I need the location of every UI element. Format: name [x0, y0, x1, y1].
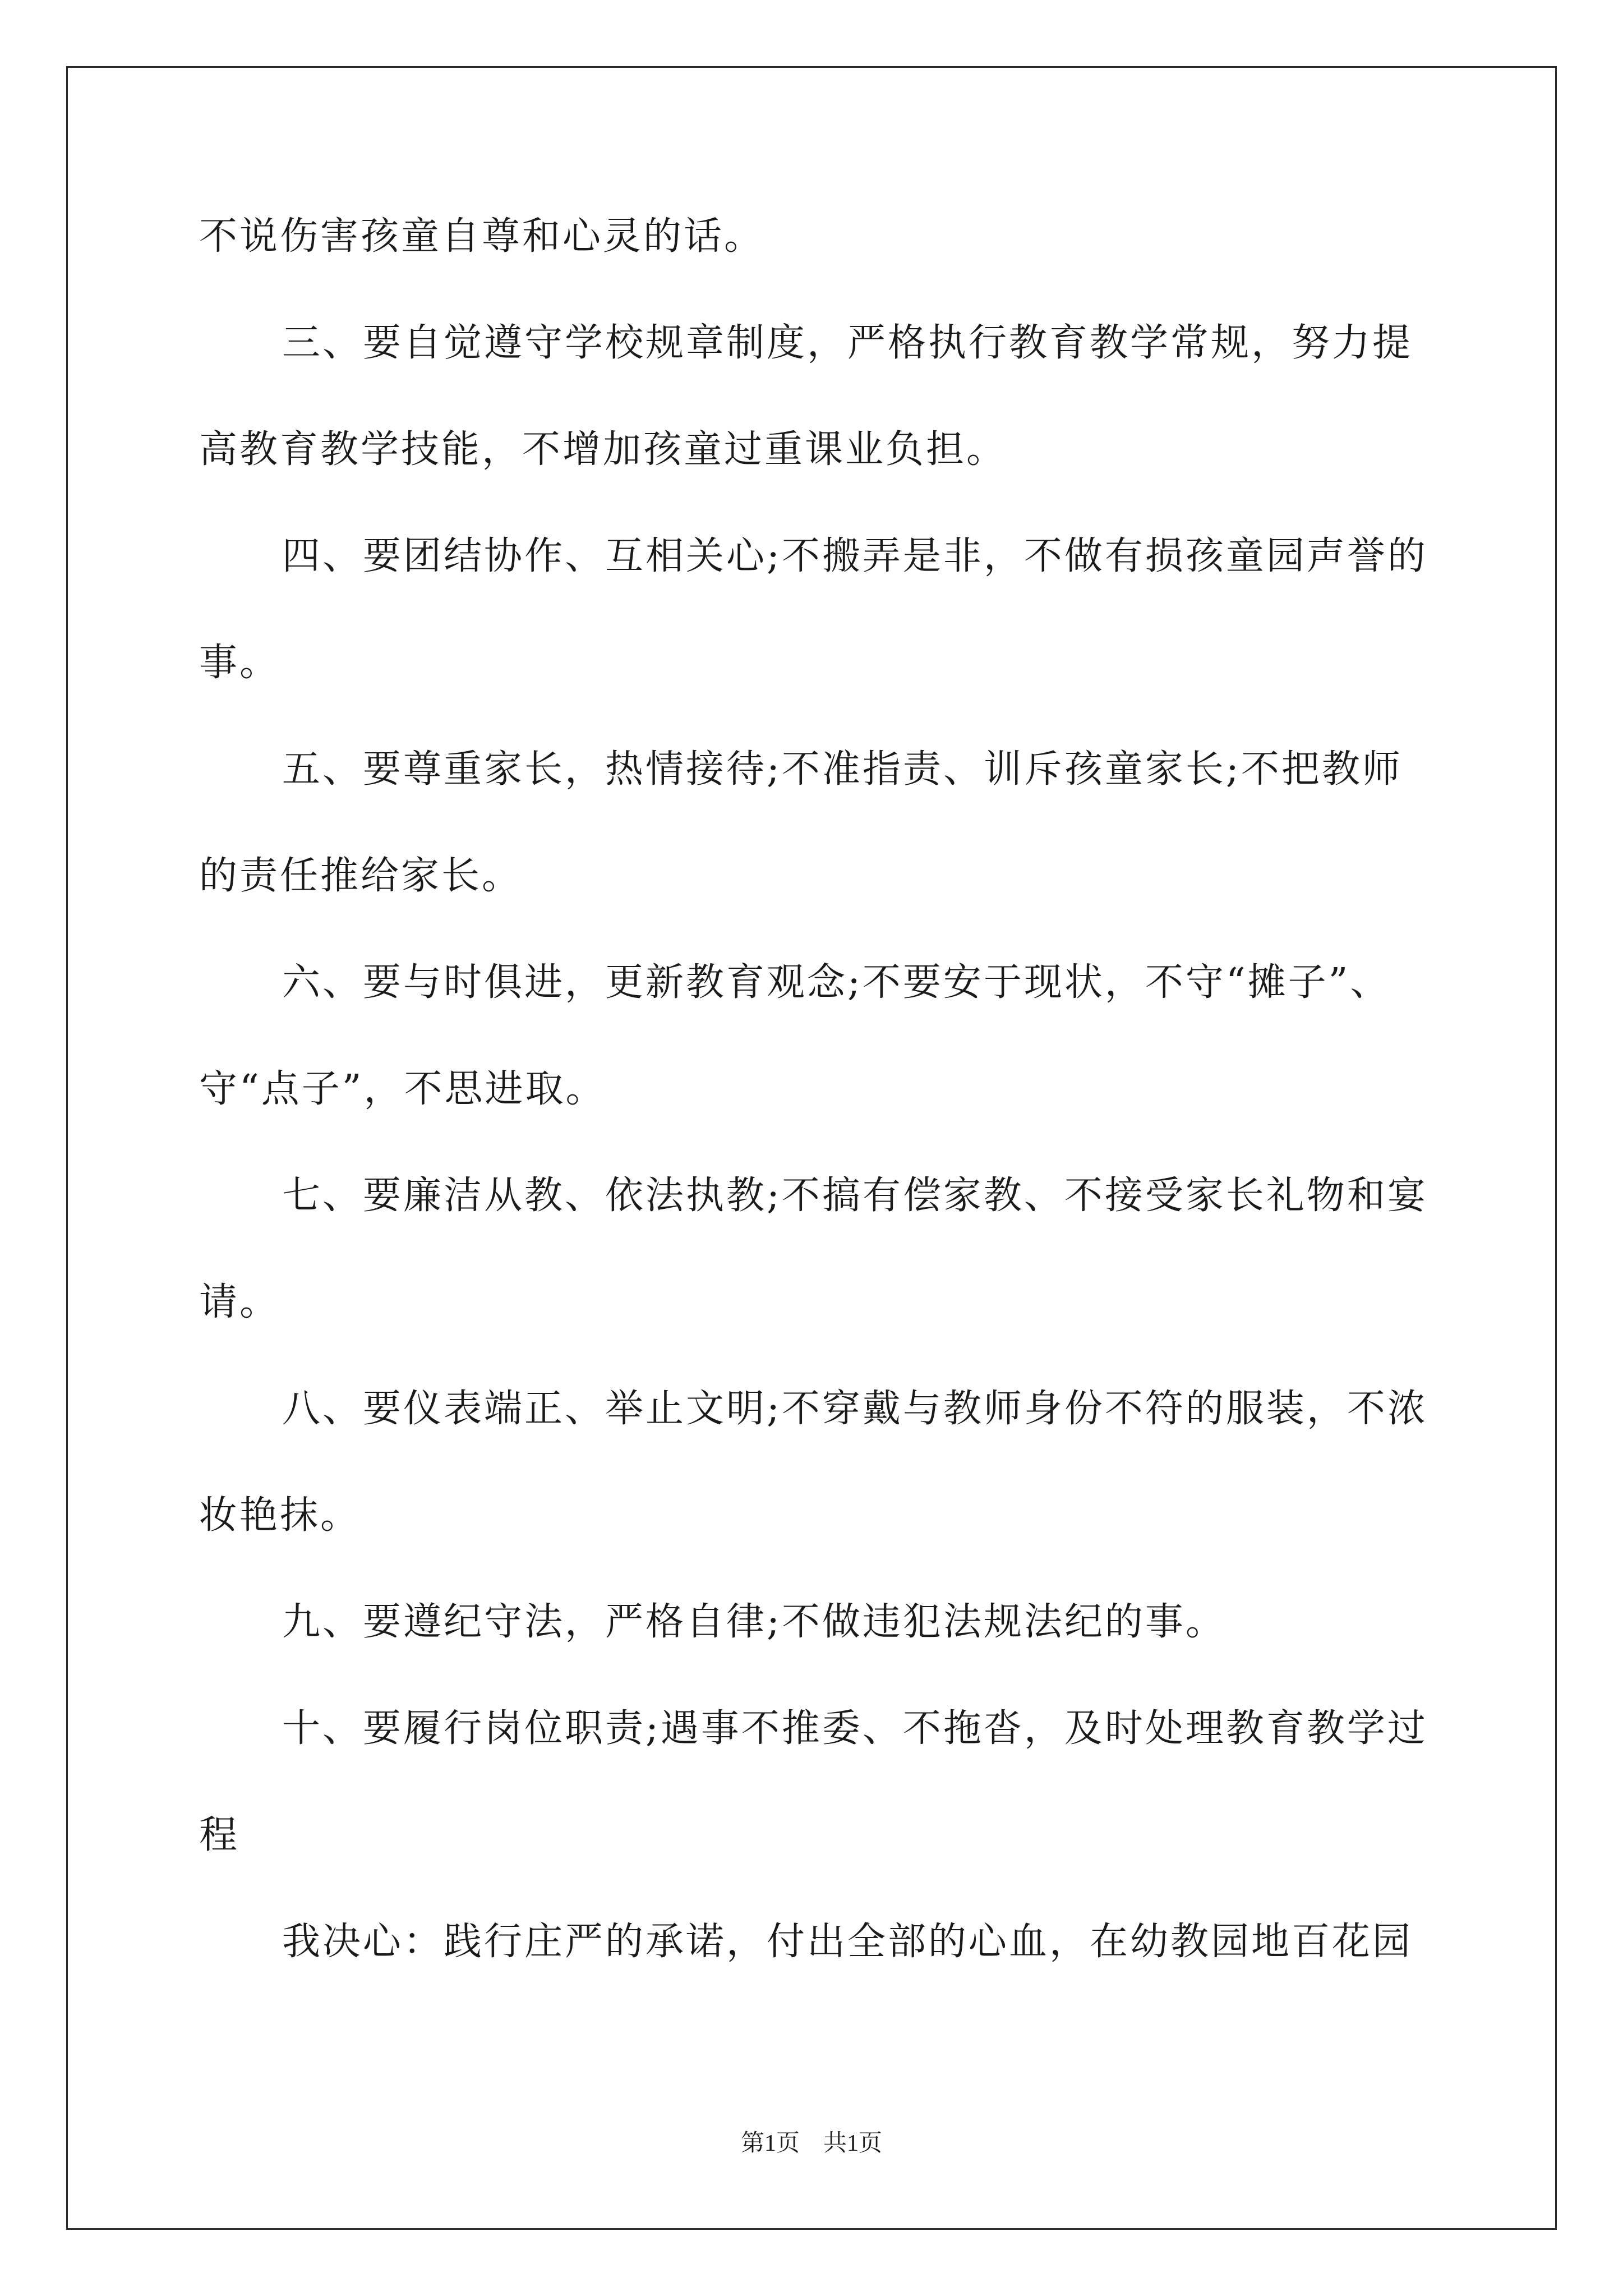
text-line: 的责任推给家长。: [199, 854, 523, 898]
text-line: 十、要履行岗位职责;遇事不推委、不拖沓，及时处理教育教学过: [282, 1706, 1428, 1751]
page-border: [66, 66, 1557, 2230]
text-line: 妆艳抹。: [199, 1493, 361, 1538]
text-line: 八、要仪表端正、举止文明;不穿戴与教师身份不符的服装，不浓: [282, 1387, 1428, 1431]
text-line: 程: [199, 1813, 240, 1857]
text-line: 五、要尊重家长，热情接待;不准指责、训斥孩童家长;不把教师: [282, 747, 1403, 792]
text-line: 不说伤害孩童自尊和心灵的话。: [199, 214, 765, 259]
text-line: 六、要与时俱进，更新教育观念;不要安于现状，不守“摊子”、: [282, 960, 1391, 1005]
text-line: 三、要自觉遵守学校规章制度，严格执行教育教学常规，努力提: [282, 321, 1413, 365]
text-line: 守“点子”，不思进取。: [199, 1067, 606, 1111]
text-line: 事。: [199, 641, 280, 685]
page-footer: 第1页 共1页: [740, 2131, 882, 2156]
text-line: 七、要廉洁从教、依法执教;不搞有偿家教、不接受家长礼物和宴: [282, 1174, 1428, 1218]
text-line: 请。: [199, 1280, 280, 1324]
text-line: 我决心：践行庄严的承诺，付出全部的心血，在幼教园地百花园: [282, 1920, 1413, 1964]
text-line: 九、要遵纪守法，严格自律;不做违犯法规法纪的事。: [282, 1600, 1226, 1644]
text-line: 高教育教学技能，不增加孩童过重课业负担。: [199, 427, 1007, 472]
text-line: 四、要团结协作、互相关心;不搬弄是非，不做有损孩童园声誉的: [282, 534, 1428, 578]
